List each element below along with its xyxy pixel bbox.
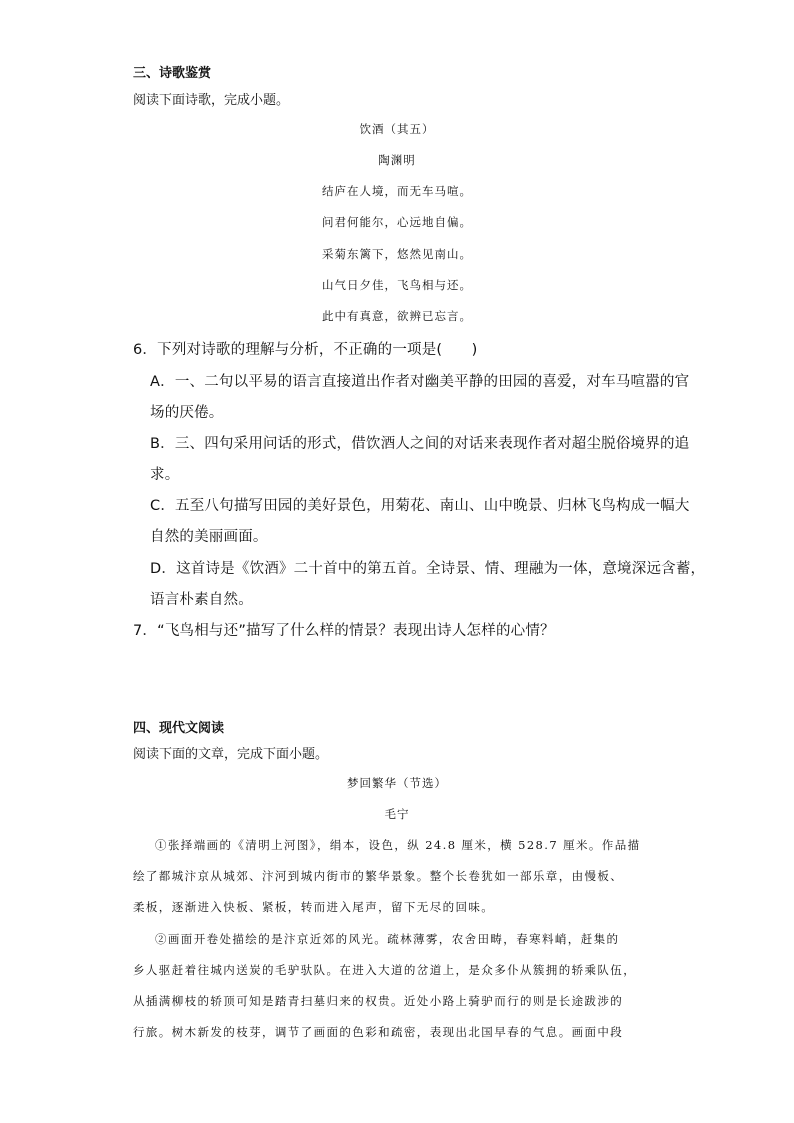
option-a: A．一、二句以平易的语言直接道出作者对幽美平静的田园的喜爱，对车马喧嚣的官: [150, 374, 690, 390]
question-6-stem: 6．下列对诗歌的理解与分析，不正确的一项是( ): [133, 342, 478, 358]
section-heading-poetry: 三、诗歌鉴赏: [133, 66, 212, 81]
poem-line: 山气日夕佳，飞鸟相与还。: [322, 278, 472, 292]
section-instruction: 阅读下面的文章，完成下面小题。: [133, 747, 329, 762]
section-heading-modern: 四、现代文阅读: [133, 721, 225, 736]
paragraph-line: 从插满柳枝的轿顶可知是踏青扫墓归来的权贵。近处小路上骑驴而行的则是长途跋涉的: [133, 994, 624, 1008]
article-author: 毛宁: [384, 807, 410, 821]
paragraph-line: 乡人驱赶着往城内送炭的毛驴驮队。在进入大道的岔道上，是众多仆从簇拥的轿乘队伍，: [133, 963, 637, 977]
poem-line: 问君何能尔，心远地自偏。: [322, 215, 472, 229]
paragraph-line: 柔板，逐渐进入快板、紧板，转而进入尾声，留下无尽的回味。: [133, 900, 495, 914]
option-b: B．三、四句采用问话的形式，借饮酒人之间的对话来表现作者对超尘脱俗境界的追: [150, 436, 690, 452]
article-title: 梦回繁华（节选）: [347, 776, 447, 790]
paragraph-line: ②画面开卷处描绘的是汴京近郊的风光。疏林薄雾，农舍田畴，春寒料峭，赶集的: [155, 932, 620, 946]
section-instruction: 阅读下面诗歌，完成小题。: [133, 93, 290, 108]
option-c: C．五至八句描写田园的美好景色，用菊花、南山、山中晚景、归林飞鸟构成一幅大: [150, 498, 690, 514]
option-a-cont: 场的厌倦。: [150, 405, 224, 421]
option-b-cont: 求。: [150, 467, 180, 483]
poem-author: 陶渊明: [378, 153, 416, 167]
poem-line: 结庐在人境，而无车马喧。: [322, 184, 472, 198]
paragraph-line: 绘了都城汴京从城郊、汴河到城内街市的繁华景象。整个长卷犹如一部乐章，由慢板、: [133, 869, 624, 883]
paragraph-line: ①张择端画的《清明上河图》，绢本，设色，纵 24.8 厘米，横 528.7 厘米。作品描: [155, 838, 641, 852]
poem-line: 采菊东篱下，悠然见南山。: [322, 247, 472, 261]
option-d-cont: 语言朴素自然。: [150, 592, 253, 608]
question-7-stem: 7．“飞鸟相与还”描写了什么样的情景？表现出诗人怎样的心情？: [133, 623, 555, 639]
poem-line: 此中有真意，欲辨已忘言。: [322, 309, 472, 323]
option-d: D．这首诗是《饮酒》二十首中的第五首。全诗景、情、理融为一体，意境深远含蓄，: [150, 561, 706, 577]
paragraph-line: 行旅。树木新发的枝芽，调节了画面的色彩和疏密，表现出北国早春的气息。画面中段: [133, 1025, 624, 1039]
option-c-cont: 自然的美丽画面。: [150, 529, 268, 545]
poem-title: 饮酒（其五）: [359, 122, 435, 136]
